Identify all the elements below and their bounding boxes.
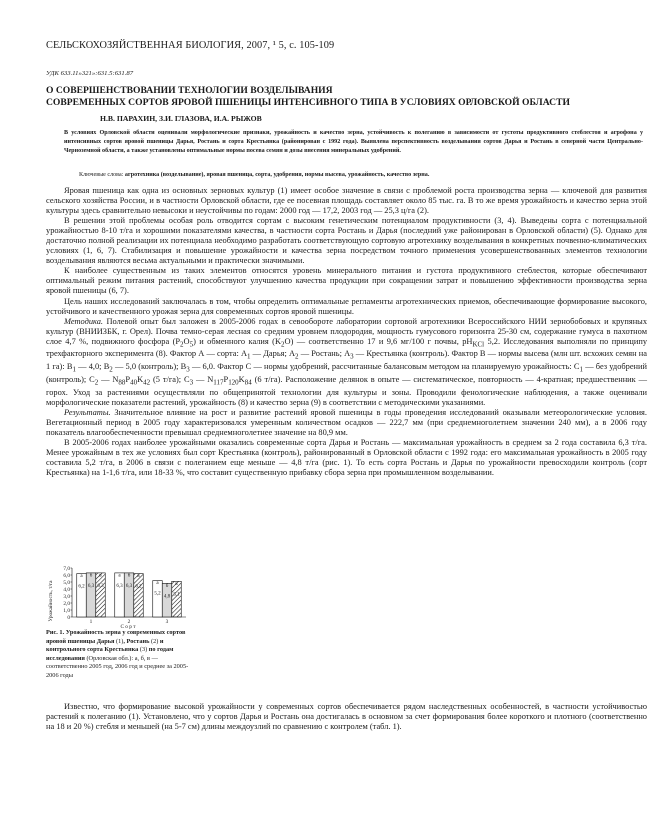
y-tick-label: 7,0 xyxy=(63,565,70,572)
paragraph-3: К наиболее существенным из таких элементов относятся уровень минерального питания и густота продуктивного стеблестоя, которые обеспечивают оптимальный режим питания растений, способствуют улучшению качества продукции при сокращении затрат и повышению эффективности производства зерна яровой пшеницы (6, 7). xyxy=(46,266,647,296)
abstract: В условиях Орловской области оценивали морфологические признаки, урожайность и качество зерна, устойчивость к полеганию в зависимости от густоты продуктивного стеблестоя и агрофона у интенсивных сортов яровой пшеницы Дарья, Ростань и сорта Крестьянка (районирован с 1992 года). Выявлена перспективность возделывания сортов Дарья и Ростань в северной части Центрально-Черноземной области, а также установлены оптимальные нормы посева семян и дозы внесения минеральных удобрений. xyxy=(64,130,643,154)
bar-series-letter: б xyxy=(127,572,131,579)
methods-label: Методика. xyxy=(64,316,104,326)
paragraph-2: В решении этой проблемы особая роль отводится сортам с высоким генетическим потенциалом продуктивности (3, 4). Выведены сорта с потенциальной урожайностью 8-10 т/га и хорошими показателями качества, в частности сорта Ростань и Дарья (последний уже районирован в Орловской области) (5). Однако для достаточно полной реализации их потенциала необходимо разработать соответствующую сортовую агротехнику возделывания в конкретных почвенно-климатических условиях (1, 6, 7). Стабилизация и повышение урожайности и качества зерна посредством точного применения усовершенствованных элементов технологии возделывания являются весьма актуальными и практически значимыми. xyxy=(46,216,647,266)
yield-chart-svg xyxy=(46,565,196,630)
chart-xlabel: С о р т xyxy=(120,624,136,630)
y-tick-label: 4,0 xyxy=(63,586,70,593)
bar-series-letter: в xyxy=(175,580,178,587)
bar-series-letter: a xyxy=(118,572,121,579)
bar-value-label: 4,8 xyxy=(163,593,171,600)
bar-cat1-a xyxy=(77,574,87,617)
paragraph-results: Результаты. Значительное влияние на рост и развитие растений яровой пшеницы в годы проведения исследований оказывали метеорологические условия. Вегетационный период в 2005 году характеризовался умеренным количеством осадков — 222,7 мм (при среднемноголетнем значении 240 мм), а в 2006 году показатель влагообеспеченности превышал среднемноголетнее значение на 80,9 мм. xyxy=(46,407,648,437)
bar-cat2-в xyxy=(134,574,144,617)
bar-value-label: 5,1 xyxy=(173,591,180,598)
bar-value-label: 6,3 xyxy=(116,582,123,589)
title-line-1: О СОВЕРШЕНСТВОВАНИИ ТЕХНОЛОГИИ ВОЗДЕЛЫВАНИЯ xyxy=(46,85,333,96)
y-tick-label: 5,0 xyxy=(63,579,70,586)
chart-ylabel: Урожайность, т/га xyxy=(48,580,54,622)
udc-code: УДК 633.11»321»:631.5:631.87 xyxy=(46,70,134,77)
y-tick-label: 0 xyxy=(67,614,70,621)
figure-caption: Рис. 1. Урожайность зерна у современных сортов яровой пшеницы Дарья (1), Ростань (2) и контрольного сорта Крестьянка (3) по годам исследования (Орловская обл.): а, б, в — соответственно 2005 год, 2006 год и среднее за 2005-2006 годы xyxy=(46,629,189,679)
bar-value-label: 6,3 xyxy=(97,582,104,589)
paragraph-4: Цель наших исследований заключалась в том, чтобы определить оптимальные регламенты агротехнических приемов, обеспечивающие формирование высокого, устойчивого и качественного урожая зерна для современных сортов яровой пшеницы. xyxy=(46,296,647,316)
title-line-2: СОВРЕМЕННЫХ СОРТОВ ЯРОВОЙ ПШЕНИЦЫ ИНТЕНСИВНОГО ТИПА В УСЛОВИЯХ ОРЛОВСКОЙ ОБЛАСТИ xyxy=(46,96,570,108)
bar-value-label: 6,2 xyxy=(135,583,142,590)
article-body xyxy=(46,186,647,478)
bar-value-label: 6,3 xyxy=(125,582,133,589)
bar-cat2-a xyxy=(115,573,125,617)
keywords-label: Ключевые слова: xyxy=(79,172,124,178)
y-axis-ticks xyxy=(63,566,72,621)
article-body-bottom xyxy=(46,702,647,732)
bar-series-letter: б xyxy=(165,582,169,589)
y-tick-label: 1,0 xyxy=(63,607,70,614)
paragraph-methods: Методика. Полевой опыт был заложен в 2005-2006 годах в севообороте лаборатории сортовой агротехники Всероссийского НИИ зернобобовых и крупяных культур (ВНИИЗБК, г. Орел). Почва темно-серая лесная со средним уровнем плодородия, мощность гумусового горизонта 25-30 см, содержание гумуса в пахотном слое 4,7 %, подвижного фосфора $(P_2O_5)$ и обменного калия $(K_2O)$ — соответственно 17 и 9,6 мг/100 г почвы, $pH_{KCl}$ 5,2. Исследования выполняли по принципу трехфакторного эксперимента (8). Фактор А — сорта: $А_1$ — Дарья; $А_2$ — Ростань; $А_3$ — Крестьянка (контроль). Фактор В — нормы высева (млн шт. всхожих семян на 1 га): $В_1$ — 4,0; $В_2$ — 5,0 (контроль); $В_3$ — 6,0. Фактор С — нормы удобрений, рассчитанные балансовым методом на планируемую урожайность: $С_1$ — без удобрений (контроль); $С_2$ — $N_{88}P_{40}K_{42}$ (5 т/га); $С_3$ — $N_{117}P_{120}K_{84}$ (6 т/га). Расположение делянок в опыте — систематическое, повторность — 4-кратная; предшественник — горох. Уход за растениями осуществляли по общепринятой технологии для культуры и зоны. Проводили фенологические наблюдения, а также оценивали морфологические показатели растений, урожайность (8) и качество зерна (9) в соответствии с методическими указаниями. xyxy=(46,316,648,407)
bar-series-letter: в xyxy=(137,573,140,580)
bar-value-label: 6,2 xyxy=(78,583,85,590)
keywords xyxy=(79,171,644,180)
bar-series-letter: б xyxy=(89,572,93,579)
bar-value-label: 6,3 xyxy=(87,582,95,589)
bar-cat1-в xyxy=(96,573,106,617)
results-label: Результаты. xyxy=(64,407,111,417)
yield-chart xyxy=(46,565,196,630)
bar-cat1-б xyxy=(86,573,96,617)
bar-value-label: 5,2 xyxy=(154,590,161,597)
bar-cat2-б xyxy=(124,573,134,617)
journal-header: СЕЛЬСКОХОЗЯЙСТВЕННАЯ БИОЛОГИЯ, 2007, ¹ 5, с. 105-109 xyxy=(46,40,335,51)
x-category-label: 1 xyxy=(89,619,93,625)
bar-series-letter: a xyxy=(80,573,83,580)
paragraph-7: В 2005-2006 годах наиболее урожайными оказались современные сорта Дарья и Ростань — максимальная урожайность в среднем за 2 года составила 6,3 т/га. Менее урожайным в тех же условиях был сорт Крестьянка (контроль), районированный в Орловской области с 1992 года: его максимальная урожайность в 2005 году составила 5,2 т/га, в 2006 в связи с полеганием еще меньше — 4,8 т/га (рис. 1). То есть сорта Ростань и Дарья по урожайности превосходили контроль (сорт Крестьянка) на 1-1,6 т/га, или 18-33 %, что составит существенную прибавку сбора зерна при промышленном возделывании. xyxy=(46,437,647,477)
y-tick-label: 3,0 xyxy=(63,593,70,600)
article-title xyxy=(46,85,646,109)
chart-bars xyxy=(77,571,182,617)
paragraph-8: Известно, что формирование высокой урожайности у современных сортов обеспечивается рядом наследственных особенностей, в частности устойчивостью растений к полеганию (1). Установлено, что у сортов Дарья и Ростань она достигалась в основном за счет формирования более короткого и плотного (соответственно на 18 и 20 %) стебля и меньшей (на 5-7 см) длины междоузлий по сравнению с контролем (табл. 1). xyxy=(46,702,647,732)
keywords-list: агротехника (возделывание), яровая пшеница, сорта, удобрения, нормы высева, урожайность, качество зерна. xyxy=(124,172,430,178)
x-category-label: 3 xyxy=(165,619,169,625)
y-tick-label: 6,0 xyxy=(63,572,70,579)
bar-series-letter: a xyxy=(156,580,159,587)
x-category-label: 2 xyxy=(127,619,131,625)
bar-series-letter: в xyxy=(99,572,102,579)
paragraph-1: Яровая пшеница как одна из основных зерновых культур (1) имеет особое значение в связи с проблемой роста производства зерна — ключевой для развития сельского хозяйства России, и в частности Орловской области, где ее посевная площадь составляет около 85 тыс. га. В то же время урожайность и качество зерна этой культуры здесь сравнительно невысоки и неустойчивы по годам: 2000 год — 17,2, 2003 год — 25,3 ц/га (2). xyxy=(46,186,647,216)
authors: Н.В. ПАРАХИН, З.И. ГЛАЗОВА, И.А. РЫЖОВ xyxy=(100,114,262,123)
y-tick-label: 2,0 xyxy=(63,600,70,607)
